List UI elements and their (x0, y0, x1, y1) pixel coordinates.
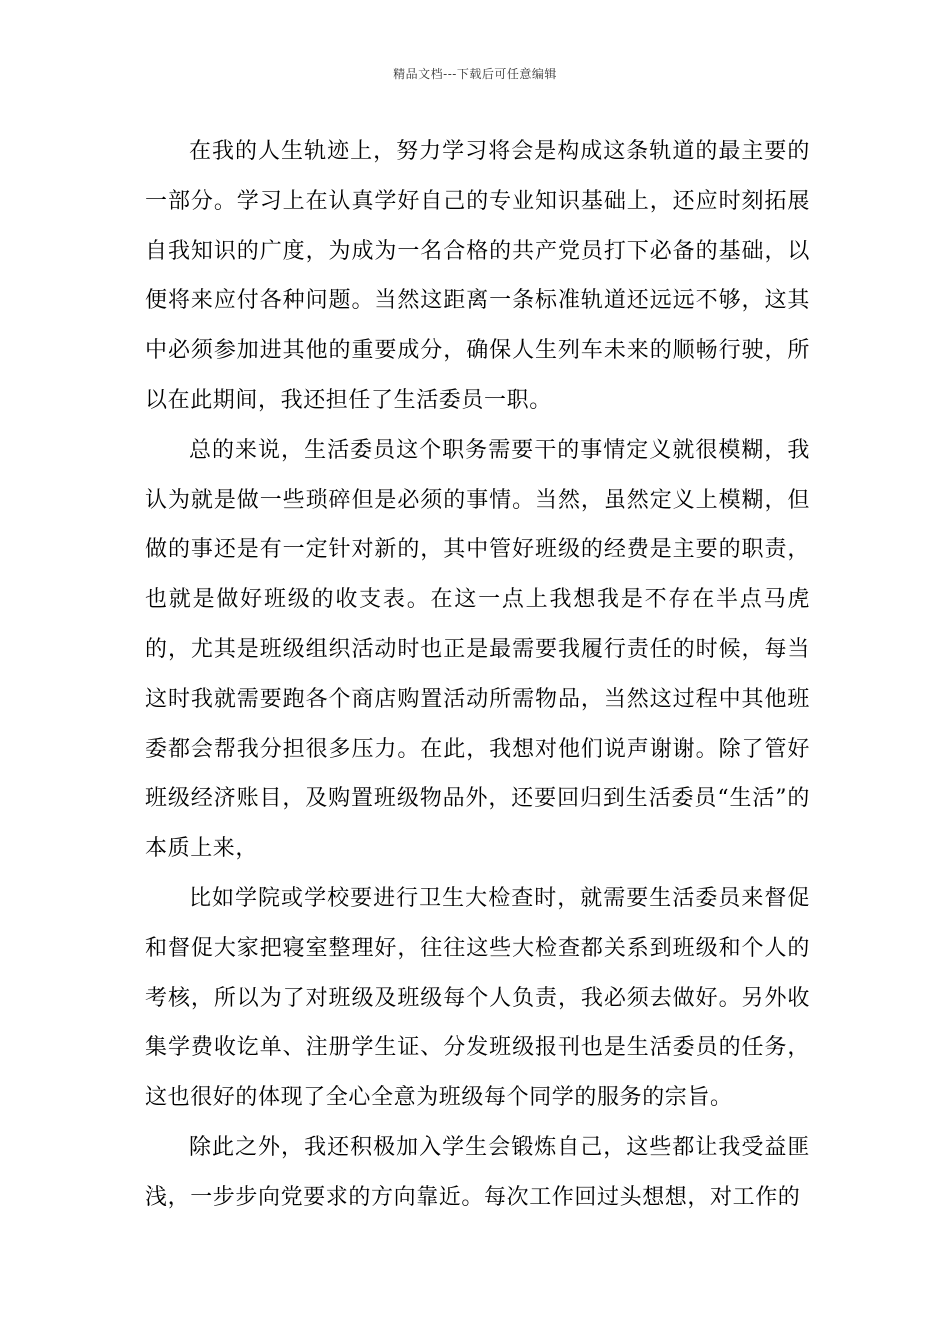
paragraph-2: 总的来说，生活委员这个职务需要干的事情定义就很模糊，我认为就是做一些琐碎但是必须的事情。当然，虽然定义上模糊，但做的事还是有一定针对新的，其中管好班级的经费是主要的职责，也就是做好班级的收支表。在这一点上我想我是不存在半点马虎的，尤其是班级组织活动时也正是最需要我履行责任的时候，每当这时我就需要跑各个商店购置活动所需物品，当然这过程中其他班委都会帮我分担很多压力。在此，我想对他们说声谢谢。除了管好班级经济账目，及购置班级物品外，还要回归到生活委员“生活”的本质上来， (145, 437, 810, 862)
paragraph-4: 除此之外，我还积极加入学生会锻炼自己，这些都让我受益匪浅，一步步向党要求的方向靠近。每次工作回过头想想，对工作的 (145, 1134, 810, 1210)
document-body (145, 127, 810, 1223)
paragraph-3: 比如学院或学校要进行卫生大检查时，就需要生活委员来督促和督促大家把寝室整理好，往往这些大检查都关系到班级和个人的考核，所以为了对班级及班级每个人负责，我必须去做好。另外收集学费收讫单、注册学生证、分发班级报刊也是生活委员的任务，这也很好的体现了全心全意为班级每个同学的服务的宗旨。 (145, 885, 810, 1111)
page-header: 精品文档---下载后可任意编辑 (393, 67, 557, 81)
paragraph-1: 在我的人生轨迹上，努力学习将会是构成这条轨道的最主要的一部分。学习上在认真学好自己的专业知识基础上，还应时刻拓展自我知识的广度，为成为一名合格的共产党员打下必备的基础，以便将来应付各种问题。当然这距离一条标准轨道还远远不够，这其中必须参加进其他的重要成分，确保人生列车未来的顺畅行驶，所以在此期间，我还担任了生活委员一职。 (145, 139, 810, 413)
